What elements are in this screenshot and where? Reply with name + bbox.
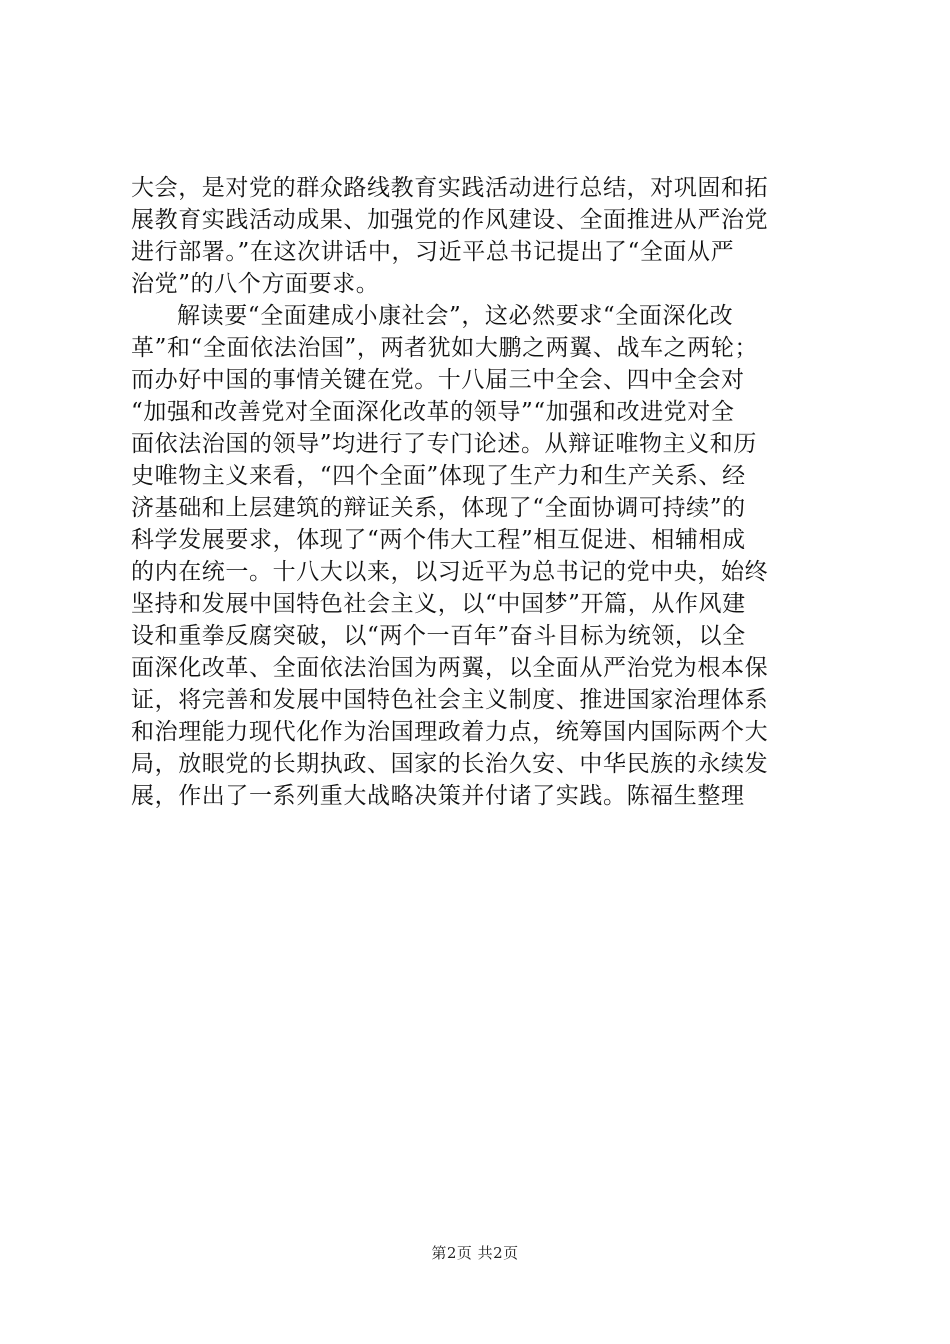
- text-line: “加强和改善党对全面深化改革的领导”“加强和改进党对全: [131, 399, 735, 425]
- page-footer: [0, 1243, 950, 1263]
- text-line: 大会，是对党的群众路线教育实践活动进行总结，对巩固和拓: [131, 175, 769, 201]
- text-line: 设和重拳反腐突破，以“两个一百年”奋斗目标为统领，以全: [131, 623, 746, 649]
- body-text: [131, 172, 831, 812]
- page-number: 第2页 共2页: [431, 1244, 519, 1262]
- text-line: 面依法治国的领导”均进行了专门论述。从辩证唯物主义和历: [131, 431, 757, 457]
- text-line: 展教育实践活动成果、加强党的作风建设、全面推进从严治党: [131, 207, 769, 233]
- text-line: 坚持和发展中国特色社会主义，以“中国梦”开篇，从作风建: [131, 591, 746, 617]
- text-line: 而办好中国的事情关键在党。十八届三中全会、四中全会对: [131, 367, 745, 393]
- text-line: 济基础和上层建筑的辩证关系，体现了“全面协调可持续”的: [131, 495, 746, 521]
- text-line: 史唯物主义来看，“四个全面”体现了生产力和生产关系、经: [131, 463, 746, 489]
- text-line: 治党”的八个方面要求。: [131, 271, 380, 297]
- text-line: 科学发展要求，体现了“两个伟大工程”相互促进、相辅相成: [131, 527, 746, 553]
- text-line: 展，作出了一系列重大战略决策并付诸了实践。陈福生整理: [131, 783, 745, 809]
- text-line: 证，将完善和发展中国特色社会主义制度、推进国家治理体系: [131, 687, 769, 713]
- text-line: 面深化改革、全面依法治国为两翼，以全面从严治党为根本保: [131, 655, 769, 681]
- text-line: 和治理能力现代化作为治国理政着力点，统筹国内国际两个大: [131, 719, 769, 745]
- paragraph-first-line: 解读要“全面建成小康社会”，这必然要求“全面深化改: [177, 303, 734, 329]
- text-line: 的内在统一。十八大以来，以习近平为总书记的党中央，始终: [131, 559, 769, 585]
- text-line: 局，放眼党的长期执政、国家的长治久安、中华民族的永续发: [131, 751, 769, 777]
- text-line: 进行部署。”在这次讲话中，习近平总书记提出了“全面从严: [131, 239, 735, 265]
- text-line: 革”和“全面依法治国”，两者犹如大鹏之两翼、战车之两轮；: [131, 335, 759, 361]
